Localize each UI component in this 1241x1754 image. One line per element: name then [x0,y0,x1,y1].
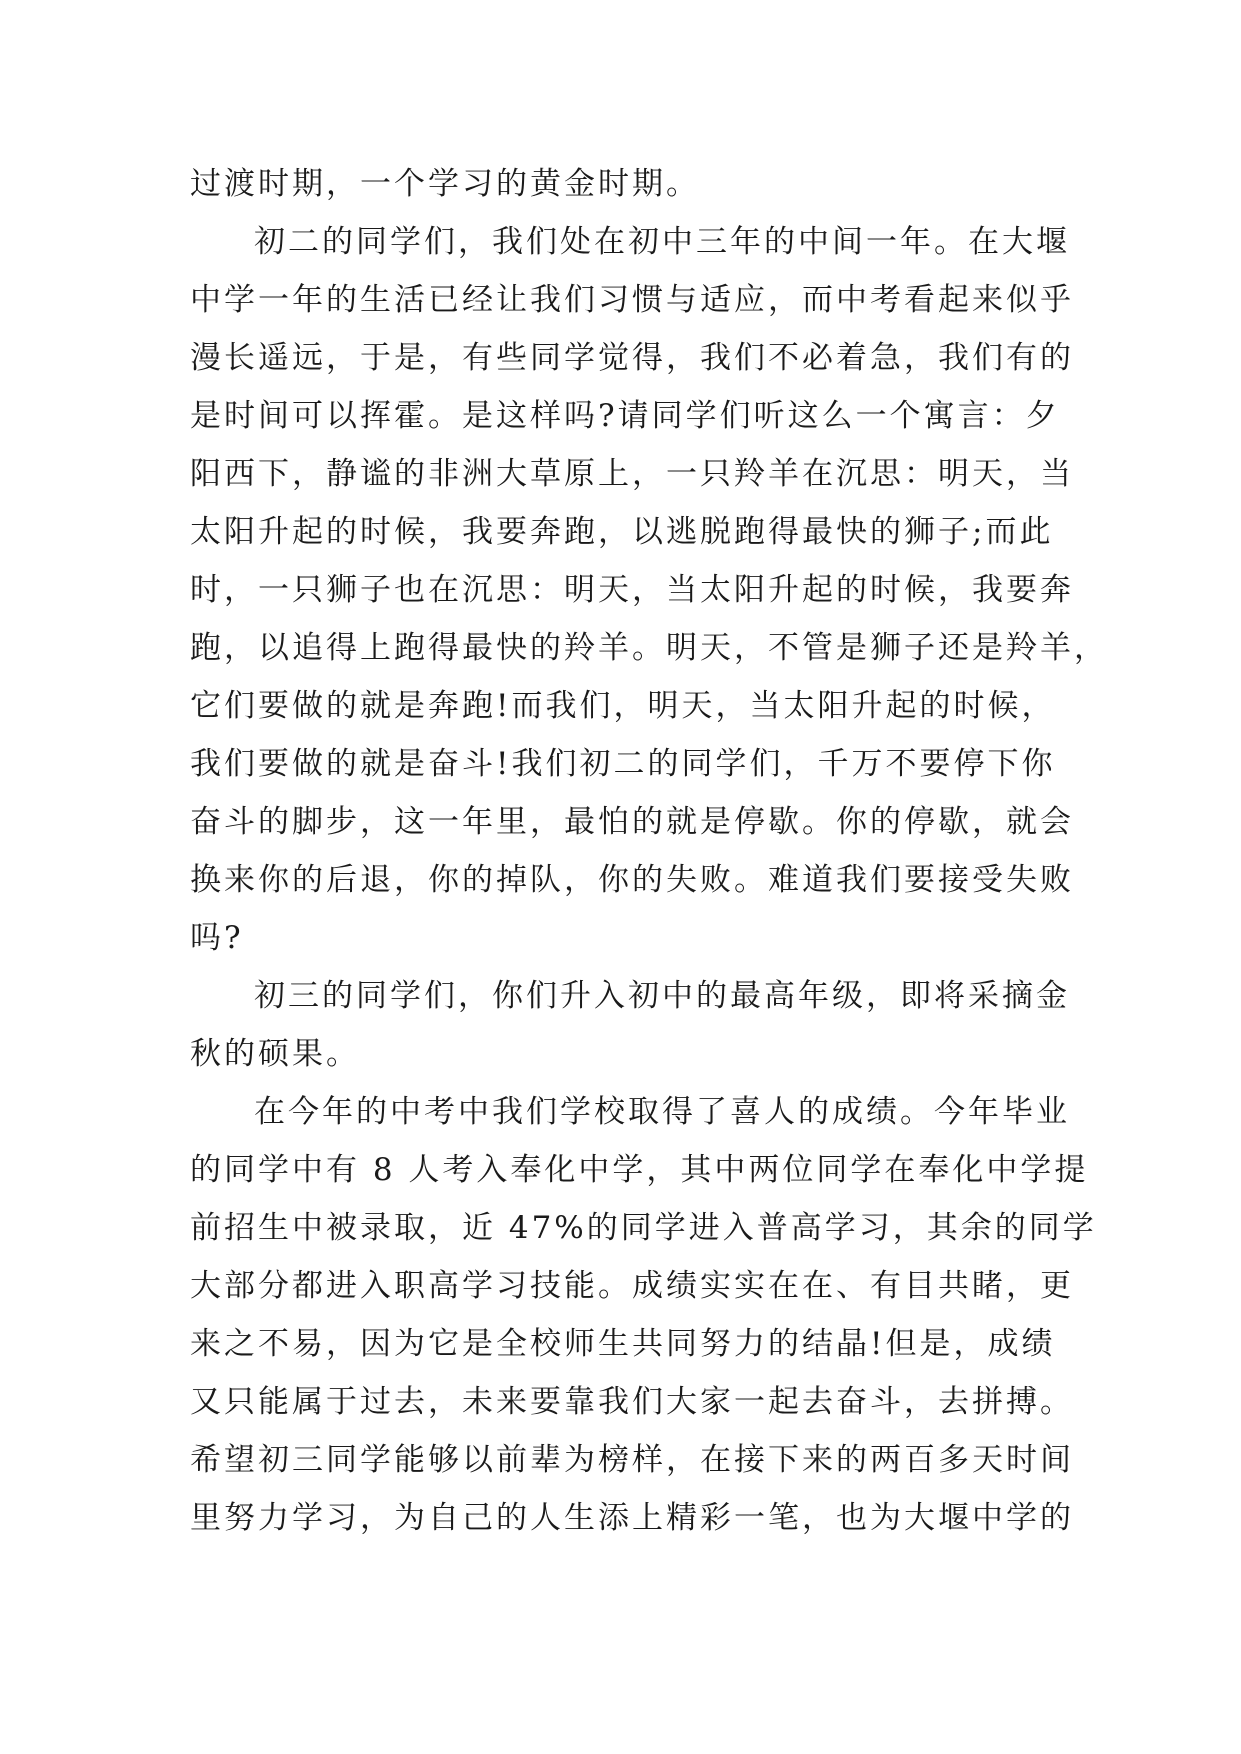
text-line: 吗? [190,920,244,956]
text-line: 它们要做的就是奔跑!而我们，明天，当太阳升起的时候， [190,688,1056,724]
text-line: 是时间可以挥霍。是这样吗?请同学们听这么一个寓言：夕 [190,398,1060,434]
text-line: 秋的硕果。 [190,1036,360,1072]
text-line: 希望初三同学能够以前辈为榜样，在接下来的两百多天时间 [190,1442,1074,1478]
text-line: 漫长遥远，于是，有些同学觉得，我们不必着急，我们有的 [190,340,1074,376]
text-line: 跑，以追得上跑得最快的羚羊。明天，不管是狮子还是羚羊， [190,630,1108,666]
paragraph-start-line: 初二的同学们，我们处在初中三年的中间一年。在大堰 [254,224,1070,260]
text-line: 换来你的后退，你的掉队，你的失败。难道我们要接受失败 [190,862,1074,898]
text-line: 阳西下，静谧的非洲大草原上，一只羚羊在沉思：明天，当 [190,456,1074,492]
text-line: 前招生中被录取，近 47%的同学进入普高学习，其余的同学 [190,1210,1097,1246]
text-line: 我们要做的就是奋斗!我们初二的同学们，千万不要停下你 [190,746,1056,782]
text-line: 太阳升起的时候，我要奔跑，以逃脱跑得最快的狮子;而此 [190,514,1054,550]
text-line: 时，一只狮子也在沉思：明天，当太阳升起的时候，我要奔 [190,572,1074,608]
paragraph-start-line: 在今年的中考中我们学校取得了喜人的成绩。今年毕业 [254,1094,1070,1130]
text-line: 过渡时期，一个学习的黄金时期。 [190,166,700,202]
text-line: 又只能属于过去，未来要靠我们大家一起去奋斗，去拼搏。 [190,1384,1074,1420]
body-text [190,155,1108,1547]
text-line: 中学一年的生活已经让我们习惯与适应，而中考看起来似乎 [190,282,1074,318]
text-line: 的同学中有 8 人考入奉化中学，其中两位同学在奉化中学提 [190,1152,1089,1188]
text-line: 奋斗的脚步，这一年里，最怕的就是停歇。你的停歇，就会 [190,804,1074,840]
paragraph-start-line: 初三的同学们，你们升入初中的最高年级，即将采摘金 [254,978,1070,1014]
text-line: 里努力学习，为自己的人生添上精彩一笔，也为大堰中学的 [190,1500,1074,1536]
text-line: 来之不易，因为它是全校师生共同努力的结晶!但是，成绩 [190,1326,1056,1362]
text-line: 大部分都进入职高学习技能。成绩实实在在、有目共睹，更 [190,1268,1074,1304]
